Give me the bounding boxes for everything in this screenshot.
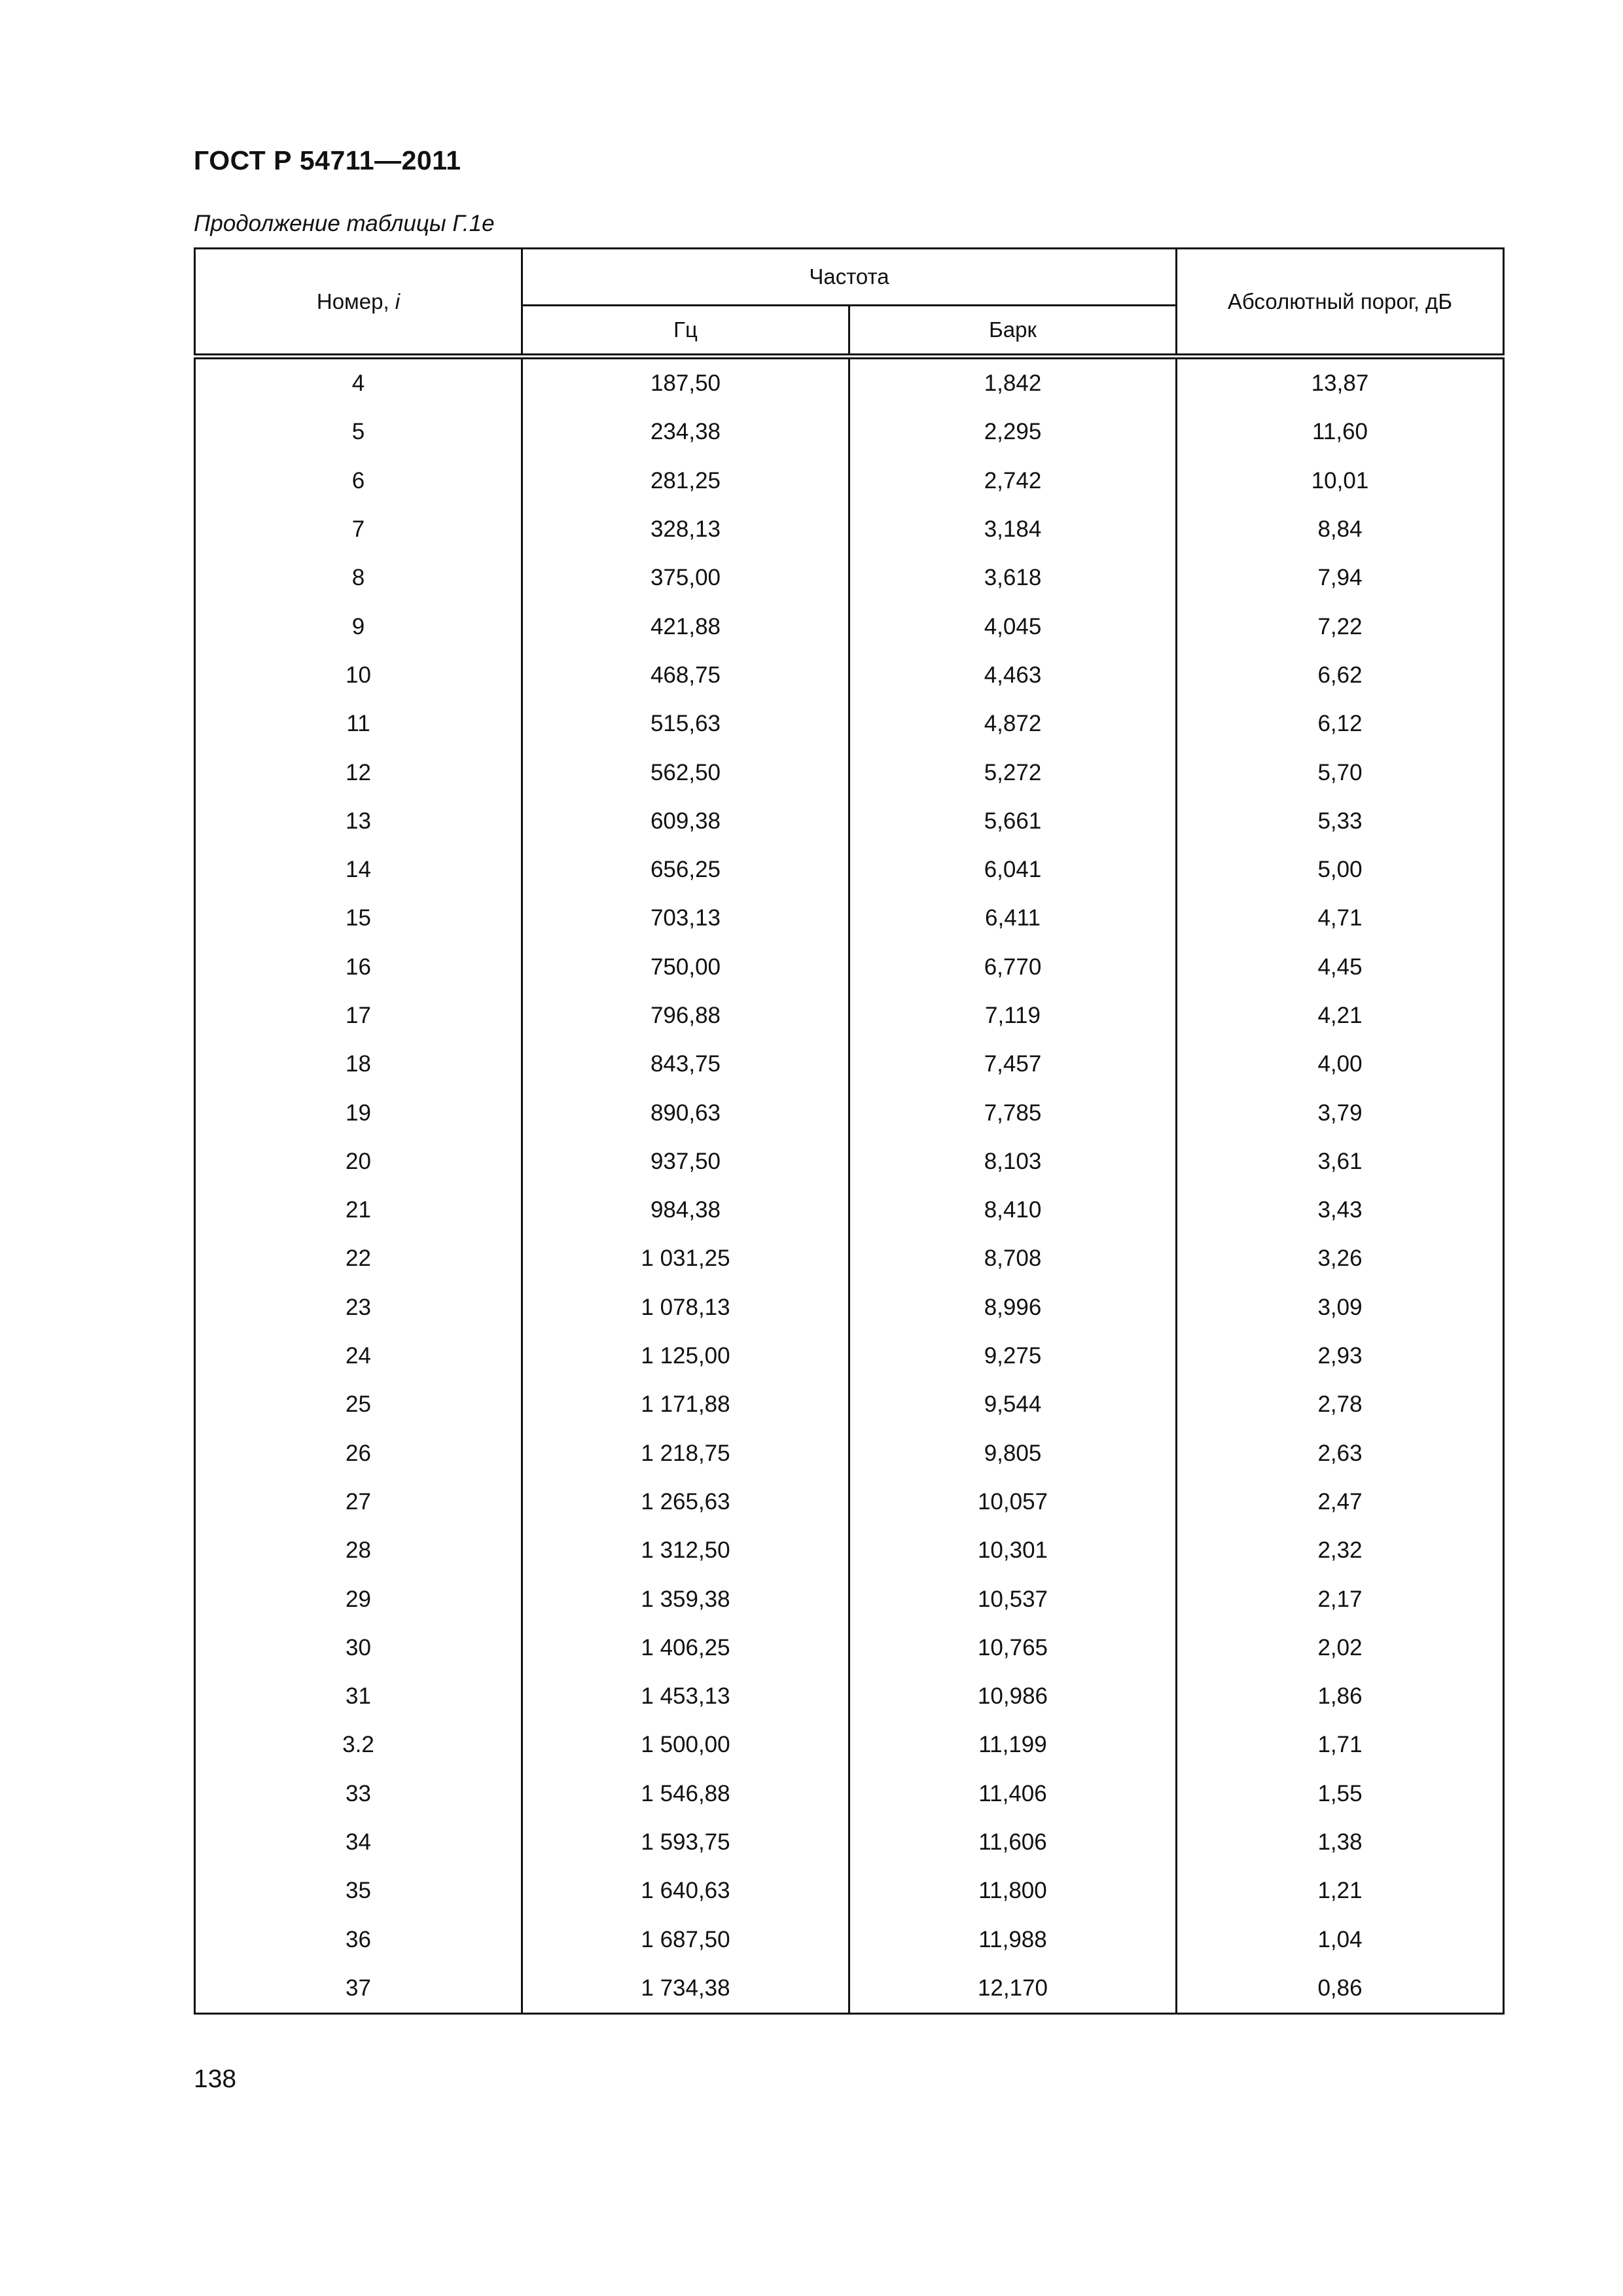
cell-number: 14 bbox=[195, 846, 522, 894]
cell-threshold: 4,00 bbox=[1177, 1040, 1504, 1088]
cell-hz: 1 218,75 bbox=[522, 1429, 849, 1478]
cell-number: 21 bbox=[195, 1186, 522, 1234]
cell-bark: 8,708 bbox=[849, 1234, 1177, 1283]
cell-threshold: 2,93 bbox=[1177, 1332, 1504, 1380]
cell-hz: 421,88 bbox=[522, 602, 849, 651]
cell-bark: 9,544 bbox=[849, 1380, 1177, 1429]
cell-hz: 843,75 bbox=[522, 1040, 849, 1088]
table-row bbox=[195, 1867, 1504, 1915]
document-title: ГОСТ Р 54711—2011 bbox=[194, 145, 461, 175]
cell-bark: 4,463 bbox=[849, 651, 1177, 700]
cell-number: 10 bbox=[195, 651, 522, 700]
cell-bark: 7,119 bbox=[849, 992, 1177, 1040]
cell-hz: 984,38 bbox=[522, 1186, 849, 1234]
table-row bbox=[195, 1380, 1504, 1429]
cell-bark: 6,411 bbox=[849, 894, 1177, 942]
table-row bbox=[195, 1332, 1504, 1380]
header-hz: Гц bbox=[522, 306, 849, 357]
cell-threshold: 3,61 bbox=[1177, 1138, 1504, 1186]
cell-threshold: 4,45 bbox=[1177, 943, 1504, 992]
cell-hz: 1 546,88 bbox=[522, 1770, 849, 1818]
cell-hz: 1 593,75 bbox=[522, 1818, 849, 1867]
cell-bark: 1,842 bbox=[849, 357, 1177, 408]
cell-threshold: 7,94 bbox=[1177, 554, 1504, 602]
table-row bbox=[195, 408, 1504, 456]
cell-threshold: 3,43 bbox=[1177, 1186, 1504, 1234]
table-row bbox=[195, 700, 1504, 748]
cell-threshold: 11,60 bbox=[1177, 408, 1504, 456]
table-row bbox=[195, 1186, 1504, 1234]
cell-threshold: 2,02 bbox=[1177, 1624, 1504, 1672]
header-frequency: Частота bbox=[522, 249, 1177, 306]
table-row bbox=[195, 505, 1504, 554]
cell-bark: 10,057 bbox=[849, 1478, 1177, 1526]
table-row bbox=[195, 1040, 1504, 1088]
table-row bbox=[195, 357, 1504, 408]
cell-bark: 6,041 bbox=[849, 846, 1177, 894]
cell-threshold: 5,70 bbox=[1177, 748, 1504, 797]
cell-hz: 375,00 bbox=[522, 554, 849, 602]
table-row bbox=[195, 992, 1504, 1040]
cell-hz: 1 312,50 bbox=[522, 1526, 849, 1575]
table-row bbox=[195, 1964, 1504, 2014]
table-row bbox=[195, 1429, 1504, 1478]
cell-number: 34 bbox=[195, 1818, 522, 1867]
cell-bark: 3,184 bbox=[849, 505, 1177, 554]
table-row bbox=[195, 1916, 1504, 1964]
cell-bark: 4,045 bbox=[849, 602, 1177, 651]
cell-number: 26 bbox=[195, 1429, 522, 1478]
cell-threshold: 1,71 bbox=[1177, 1721, 1504, 1769]
cell-threshold: 5,33 bbox=[1177, 797, 1504, 846]
cell-number: 6 bbox=[195, 457, 522, 505]
cell-hz: 1 640,63 bbox=[522, 1867, 849, 1915]
cell-number: 16 bbox=[195, 943, 522, 992]
data-table bbox=[194, 247, 1505, 2015]
cell-hz: 1 453,13 bbox=[522, 1672, 849, 1721]
cell-hz: 750,00 bbox=[522, 943, 849, 992]
cell-number: 28 bbox=[195, 1526, 522, 1575]
cell-number: 24 bbox=[195, 1332, 522, 1380]
cell-threshold: 4,71 bbox=[1177, 894, 1504, 942]
cell-hz: 796,88 bbox=[522, 992, 849, 1040]
cell-hz: 937,50 bbox=[522, 1138, 849, 1186]
header-number-label: Номер, bbox=[316, 289, 389, 314]
cell-threshold: 1,21 bbox=[1177, 1867, 1504, 1915]
cell-threshold: 0,86 bbox=[1177, 1964, 1504, 2014]
cell-bark: 8,410 bbox=[849, 1186, 1177, 1234]
cell-bark: 9,275 bbox=[849, 1332, 1177, 1380]
table-row bbox=[195, 943, 1504, 992]
table-row bbox=[195, 1818, 1504, 1867]
table-row bbox=[195, 1283, 1504, 1332]
cell-hz: 1 359,38 bbox=[522, 1575, 849, 1623]
table-body bbox=[195, 357, 1504, 2014]
cell-threshold: 3,79 bbox=[1177, 1088, 1504, 1137]
cell-number: 33 bbox=[195, 1770, 522, 1818]
cell-number: 29 bbox=[195, 1575, 522, 1623]
header-number-index: i bbox=[395, 289, 401, 314]
cell-bark: 11,606 bbox=[849, 1818, 1177, 1867]
cell-threshold: 3,26 bbox=[1177, 1234, 1504, 1283]
cell-number: 3.2 bbox=[195, 1721, 522, 1769]
cell-bark: 9,805 bbox=[849, 1429, 1177, 1478]
cell-threshold: 6,62 bbox=[1177, 651, 1504, 700]
table-row bbox=[195, 1770, 1504, 1818]
cell-number: 9 bbox=[195, 602, 522, 651]
table-row bbox=[195, 748, 1504, 797]
cell-bark: 11,406 bbox=[849, 1770, 1177, 1818]
cell-hz: 187,50 bbox=[522, 357, 849, 408]
cell-hz: 234,38 bbox=[522, 408, 849, 456]
cell-number: 23 bbox=[195, 1283, 522, 1332]
table-row bbox=[195, 1624, 1504, 1672]
table-header bbox=[195, 249, 1504, 357]
cell-threshold: 2,17 bbox=[1177, 1575, 1504, 1623]
cell-number: 35 bbox=[195, 1867, 522, 1915]
cell-number: 8 bbox=[195, 554, 522, 602]
cell-bark: 11,800 bbox=[849, 1867, 1177, 1915]
table-row bbox=[195, 846, 1504, 894]
cell-bark: 11,199 bbox=[849, 1721, 1177, 1769]
cell-bark: 7,785 bbox=[849, 1088, 1177, 1137]
cell-number: 20 bbox=[195, 1138, 522, 1186]
cell-hz: 1 687,50 bbox=[522, 1916, 849, 1964]
cell-threshold: 7,22 bbox=[1177, 602, 1504, 651]
cell-bark: 3,618 bbox=[849, 554, 1177, 602]
cell-number: 11 bbox=[195, 700, 522, 748]
table-row bbox=[195, 1234, 1504, 1283]
cell-number: 18 bbox=[195, 1040, 522, 1088]
table-row bbox=[195, 554, 1504, 602]
cell-bark: 10,765 bbox=[849, 1624, 1177, 1672]
cell-bark: 2,742 bbox=[849, 457, 1177, 505]
cell-threshold: 8,84 bbox=[1177, 505, 1504, 554]
header-number bbox=[195, 249, 522, 357]
cell-threshold: 1,55 bbox=[1177, 1770, 1504, 1818]
cell-hz: 1 125,00 bbox=[522, 1332, 849, 1380]
cell-bark: 11,988 bbox=[849, 1916, 1177, 1964]
cell-hz: 468,75 bbox=[522, 651, 849, 700]
cell-number: 13 bbox=[195, 797, 522, 846]
cell-hz: 656,25 bbox=[522, 846, 849, 894]
cell-hz: 1 265,63 bbox=[522, 1478, 849, 1526]
table-row bbox=[195, 797, 1504, 846]
cell-threshold: 2,47 bbox=[1177, 1478, 1504, 1526]
cell-hz: 328,13 bbox=[522, 505, 849, 554]
cell-hz: 890,63 bbox=[522, 1088, 849, 1137]
table-row bbox=[195, 457, 1504, 505]
cell-hz: 1 734,38 bbox=[522, 1964, 849, 2014]
cell-bark: 5,661 bbox=[849, 797, 1177, 846]
cell-hz: 703,13 bbox=[522, 894, 849, 942]
cell-threshold: 5,00 bbox=[1177, 846, 1504, 894]
cell-number: 17 bbox=[195, 992, 522, 1040]
cell-bark: 4,872 bbox=[849, 700, 1177, 748]
cell-threshold: 4,21 bbox=[1177, 992, 1504, 1040]
header-bark: Барк bbox=[849, 306, 1177, 357]
cell-number: 25 bbox=[195, 1380, 522, 1429]
table-row bbox=[195, 1526, 1504, 1575]
cell-hz: 609,38 bbox=[522, 797, 849, 846]
cell-bark: 6,770 bbox=[849, 943, 1177, 992]
cell-number: 31 bbox=[195, 1672, 522, 1721]
table-row bbox=[195, 1672, 1504, 1721]
cell-hz: 1 406,25 bbox=[522, 1624, 849, 1672]
cell-number: 12 bbox=[195, 748, 522, 797]
cell-threshold: 13,87 bbox=[1177, 357, 1504, 408]
cell-hz: 562,50 bbox=[522, 748, 849, 797]
cell-bark: 10,537 bbox=[849, 1575, 1177, 1623]
table-caption: Продолжение таблицы Г.1е bbox=[194, 211, 495, 236]
header-threshold: Абсолютный порог, дБ bbox=[1177, 249, 1504, 357]
table-row bbox=[195, 1088, 1504, 1137]
table-row bbox=[195, 1138, 1504, 1186]
cell-number: 7 bbox=[195, 505, 522, 554]
cell-bark: 5,272 bbox=[849, 748, 1177, 797]
cell-bark: 2,295 bbox=[849, 408, 1177, 456]
table-row bbox=[195, 651, 1504, 700]
cell-number: 4 bbox=[195, 357, 522, 408]
cell-threshold: 10,01 bbox=[1177, 457, 1504, 505]
cell-threshold: 3,09 bbox=[1177, 1283, 1504, 1332]
cell-bark: 10,301 bbox=[849, 1526, 1177, 1575]
cell-number: 27 bbox=[195, 1478, 522, 1526]
page-number: 138 bbox=[194, 2065, 237, 2093]
cell-bark: 10,986 bbox=[849, 1672, 1177, 1721]
cell-hz: 515,63 bbox=[522, 700, 849, 748]
cell-number: 15 bbox=[195, 894, 522, 942]
cell-hz: 1 078,13 bbox=[522, 1283, 849, 1332]
cell-hz: 1 031,25 bbox=[522, 1234, 849, 1283]
cell-threshold: 1,38 bbox=[1177, 1818, 1504, 1867]
cell-number: 37 bbox=[195, 1964, 522, 2014]
table-row bbox=[195, 1721, 1504, 1769]
cell-bark: 8,103 bbox=[849, 1138, 1177, 1186]
cell-hz: 1 171,88 bbox=[522, 1380, 849, 1429]
cell-hz: 281,25 bbox=[522, 457, 849, 505]
cell-bark: 7,457 bbox=[849, 1040, 1177, 1088]
cell-number: 30 bbox=[195, 1624, 522, 1672]
cell-number: 22 bbox=[195, 1234, 522, 1283]
cell-bark: 12,170 bbox=[849, 1964, 1177, 2014]
table-row bbox=[195, 602, 1504, 651]
cell-number: 5 bbox=[195, 408, 522, 456]
cell-threshold: 1,86 bbox=[1177, 1672, 1504, 1721]
table-row bbox=[195, 894, 1504, 942]
cell-threshold: 2,63 bbox=[1177, 1429, 1504, 1478]
cell-threshold: 2,32 bbox=[1177, 1526, 1504, 1575]
cell-threshold: 6,12 bbox=[1177, 700, 1504, 748]
cell-number: 36 bbox=[195, 1916, 522, 1964]
cell-threshold: 2,78 bbox=[1177, 1380, 1504, 1429]
cell-number: 19 bbox=[195, 1088, 522, 1137]
cell-bark: 8,996 bbox=[849, 1283, 1177, 1332]
cell-threshold: 1,04 bbox=[1177, 1916, 1504, 1964]
table-row bbox=[195, 1575, 1504, 1623]
table-row bbox=[195, 1478, 1504, 1526]
cell-hz: 1 500,00 bbox=[522, 1721, 849, 1769]
